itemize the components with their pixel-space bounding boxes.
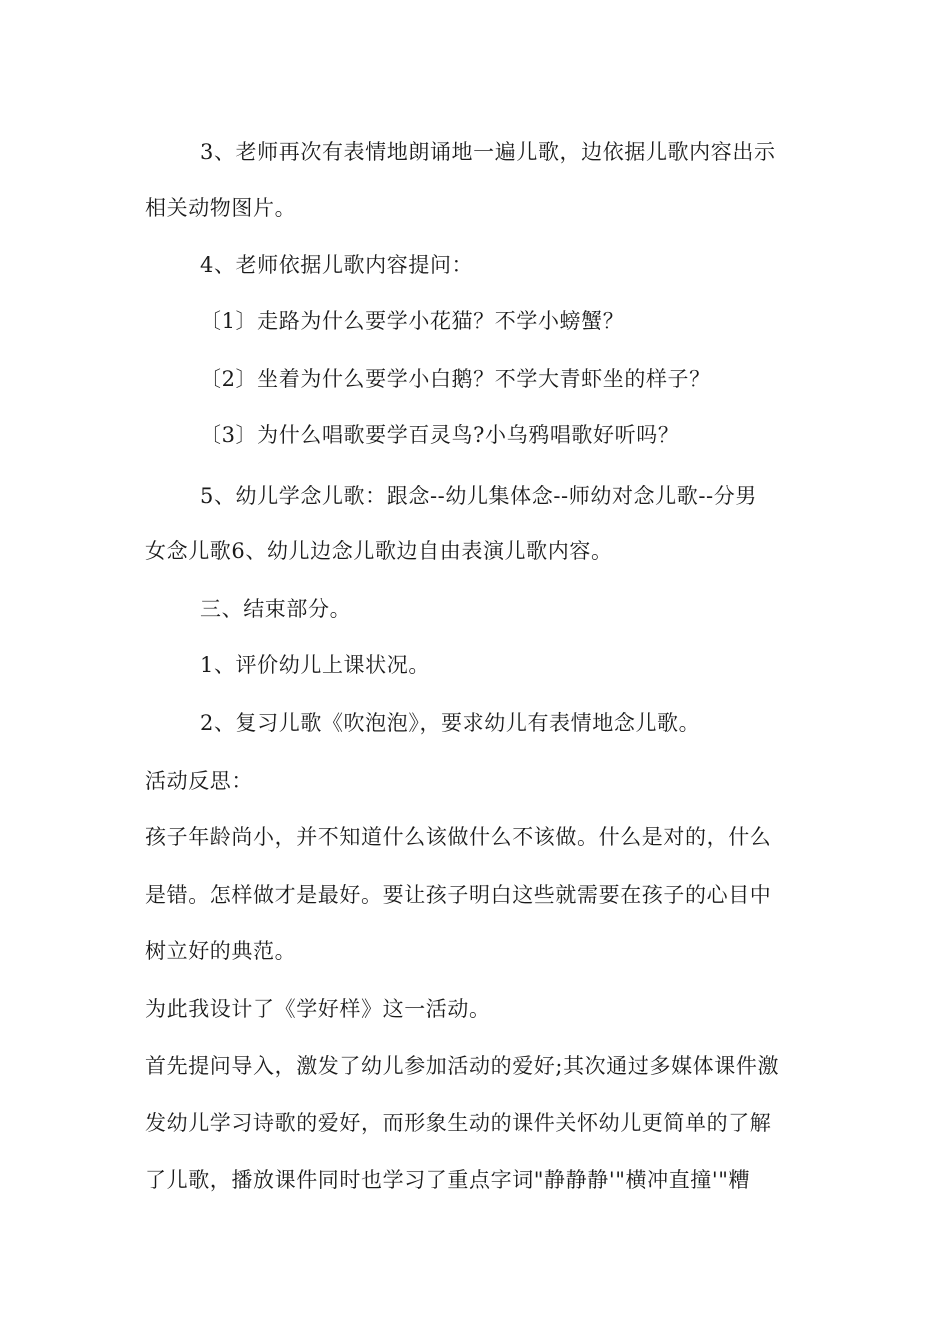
paragraph-line: 首先提问导入，激发了幼儿参加活动的爱好;其次通过多媒体课件激 [145, 1054, 780, 1078]
paragraph-line: 是错。怎样做才是最好。要让孩子明白这些就需要在孩子的心目中 [145, 883, 772, 907]
list-item: 〔2〕坐着为什么要学小白鹅？不学大青虾坐的样子？ [200, 367, 711, 391]
paragraph-line: 相关动物图片。 [145, 196, 297, 220]
paragraph-line: 发幼儿学习诗歌的爱好，而形象生动的课件关怀幼儿更简单的了解 [145, 1111, 772, 1135]
section-heading: 活动反思： [145, 769, 253, 793]
section-heading: 三、结束部分。 [200, 597, 352, 621]
paragraph-line: 为此我设计了《学好样》这一活动。 [145, 997, 491, 1021]
paragraph-line: 树立好的典范。 [145, 939, 297, 963]
list-item: 〔3〕为什么唱歌要学百灵鸟?小乌鸦唱歌好听吗？ [200, 423, 680, 447]
paragraph-line: 3、老师再次有表情地朗诵地一遍儿歌，边依据儿歌内容出示 [200, 140, 776, 164]
paragraph-line: 1、评价幼儿上课状况。 [200, 653, 430, 677]
list-item: 〔1〕走路为什么要学小花猫？不学小螃蟹？ [200, 309, 625, 333]
paragraph-line: 了儿歌，播放课件同时也学习了重点字词"静静静'"横冲直撞'"糟 [145, 1168, 751, 1192]
paragraph-line: 2、复习儿歌《吹泡泡》，要求幼儿有表情地念儿歌。 [200, 711, 701, 735]
paragraph-line: 4、老师依据儿歌内容提问： [200, 253, 474, 277]
paragraph-line: 女念儿歌6、幼儿边念儿歌边自由表演儿歌内容。 [145, 539, 613, 563]
paragraph-line: 5、幼儿学念儿歌：跟念--幼儿集体念--师幼对念儿歌--分男 [200, 484, 757, 508]
paragraph-line: 孩子年龄尚小，并不知道什么该做什么不该做。什么是对的，什么 [145, 825, 772, 849]
